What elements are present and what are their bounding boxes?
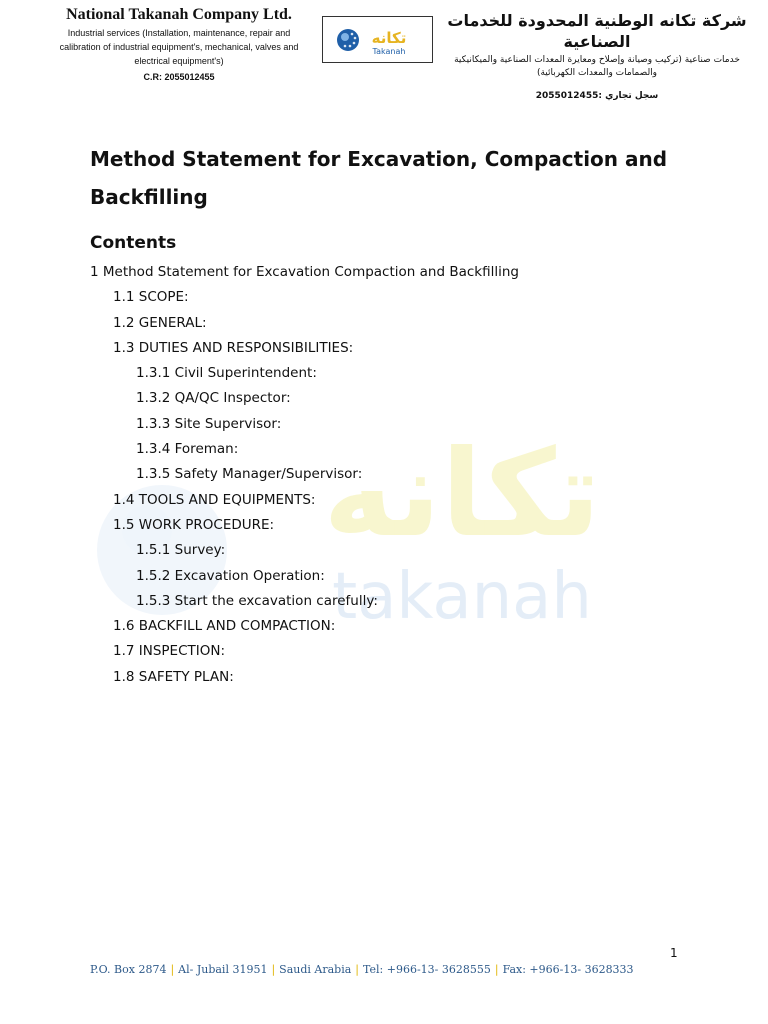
services-ar: خدمات صناعية (تركيب وصيانة وإصلاح ومعايرة المعدات الصناعية والميكانيكية والصمامات والمعدات الكهربائية) xyxy=(454,55,740,78)
header-right xyxy=(434,10,760,101)
logo-arabic-text: تكانه xyxy=(371,29,407,47)
toc-entry[interactable]: 1.1 SCOPE: xyxy=(113,289,189,306)
footer-separator: | xyxy=(355,963,360,976)
toc-entry[interactable]: 1.3.4 Foreman: xyxy=(136,441,239,458)
toc-entry[interactable]: 1.3.1 Civil Superintendent: xyxy=(136,365,317,382)
company-name-ar: شركة تكانه الوطنية المحدودة للخدمات الصناعية xyxy=(447,11,747,51)
toc-entry[interactable]: 1.8 SAFETY PLAN: xyxy=(113,668,234,685)
table-of-contents xyxy=(90,260,690,690)
footer-po-box: P.O. Box 2874 xyxy=(90,963,167,976)
watermark-arabic-text: تكانه xyxy=(323,425,601,564)
page-number: 1 xyxy=(670,946,678,960)
toc-entry[interactable]: 1.5.3 Start the excavation carefully: xyxy=(136,592,378,609)
footer-country: Saudi Arabia xyxy=(279,963,352,976)
cr-number-en: C.R: 2055012455 xyxy=(143,72,215,82)
toc-entry[interactable]: 1.5 WORK PROCEDURE: xyxy=(113,516,275,533)
footer-contact xyxy=(90,963,634,976)
toc-entry[interactable]: 1 Method Statement for Excavation Compaction and Backfilling xyxy=(90,264,519,280)
logo-latin-text: Takanah xyxy=(372,47,406,56)
footer-tel: Tel: +966-13- 3628555 xyxy=(363,963,491,976)
toc-entry[interactable]: 1.5.1 Survey: xyxy=(136,542,226,559)
footer-separator: | xyxy=(170,963,175,976)
footer-separator: | xyxy=(494,963,499,976)
document-title: Method Statement for Excavation, Compaction and Backfilling xyxy=(90,147,668,209)
services-en: Industrial services (Installation, maintenance, repair and calibration of industrial equipment's, mechanical, valves and electrical equipment's) xyxy=(59,28,299,66)
footer-fax: Fax: +966-13- 3628333 xyxy=(502,963,634,976)
watermark-latin-text: takanah xyxy=(332,560,592,634)
contents-heading: Contents xyxy=(90,233,177,253)
toc-entry[interactable]: 1.3.2 QA/QC Inspector: xyxy=(136,390,291,407)
toc-entry[interactable]: 1.3.5 Safety Manager/Supervisor: xyxy=(136,466,363,483)
toc-entry[interactable]: 1.6 BACKFILL AND COMPACTION: xyxy=(113,618,336,635)
toc-entry[interactable]: 1.3.3 Site Supervisor: xyxy=(136,415,282,432)
toc-entry[interactable]: 1.2 GENERAL: xyxy=(113,314,207,331)
footer-city: Al- Jubail 31951 xyxy=(178,963,268,976)
company-name-en: National Takanah Company Ltd. xyxy=(66,6,292,23)
toc-entry[interactable]: 1.7 INSPECTION: xyxy=(113,643,226,660)
takanah-logo-icon xyxy=(323,17,432,62)
toc-entry[interactable]: 1.3 DUTIES AND RESPONSIBILITIES: xyxy=(113,339,354,356)
company-logo xyxy=(322,16,433,63)
header-left xyxy=(48,6,310,82)
toc-entry[interactable]: 1.4 TOOLS AND EQUIPMENTS: xyxy=(113,491,316,508)
cr-number-ar: سجل تجاري :2055012455 xyxy=(535,91,659,101)
footer-separator: | xyxy=(271,963,276,976)
toc-entry[interactable]: 1.5.2 Excavation Operation: xyxy=(136,567,325,584)
